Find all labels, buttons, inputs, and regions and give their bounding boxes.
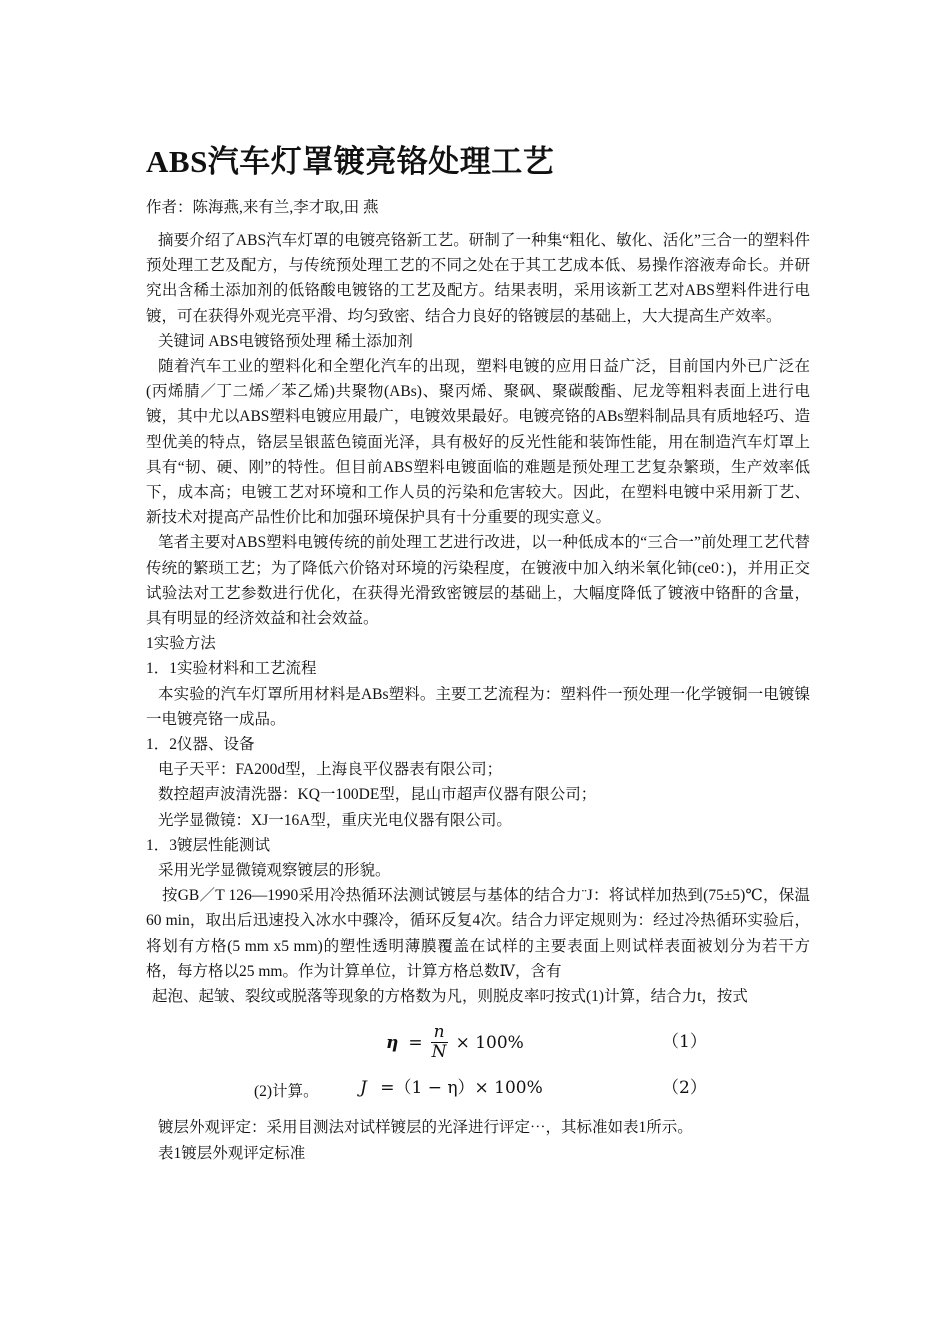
keywords-line: 关键词 ABS电镀铬预处理 稀土添加剂 <box>158 332 413 350</box>
formula-1-numerator: n <box>431 1023 448 1043</box>
section-heading-1-3: 1．3镀层性能测试 <box>146 836 271 854</box>
formula-1-fraction <box>431 1023 448 1062</box>
formula-1-rhs: × 100% <box>455 1032 524 1053</box>
formula-2-rhs: =（1 − η）× 100% <box>380 1078 543 1099</box>
equipment-item-3: 光学显微镜：XJ一16A型，重庆光电仪器有限公司。 <box>158 811 512 829</box>
formula-1 <box>386 1023 524 1062</box>
document-page <box>146 140 810 1166</box>
formula-2-number: （2） <box>662 1078 707 1099</box>
test-paragraph-3: 起泡、起皱、裂纹或脱落等现象的方格数为凡，则脱皮率叼按式(1)计算，结合力t，按式 <box>152 988 748 1006</box>
abstract-paragraph: 摘要介绍了ABS汽车灯罩的电镀亮铬新工艺。研制了一种集“粗化、敏化、活化”三合一的塑料件预处理工艺及配方，与传统预处理工艺的不同之处在于其工艺成本低、易操作溶液寿命长。并研究出含稀土添加剂的低铬酸电镀铬的工艺及配方。结果表明，采用该新工艺对ABS塑料件进行电镀，可在获得外观光亮平滑、均匀致密、结合力良好的铬镀层的基础上，大大提高生产效率。 <box>146 232 810 325</box>
equipment-item-2: 数控超声波清洗器：KQ一100DE型，昆山市超声仪器有限公司； <box>158 786 597 804</box>
appearance-paragraph: 镀层外观评定：采用目测法对试样镀层的光泽进行评定⋯，其标准如表1所示。 <box>158 1119 693 1137</box>
table-caption: 表1镀层外观评定标准 <box>158 1144 306 1162</box>
intro-paragraph-2: 笔者主要对ABS塑料电镀传统的前处理工艺进行改进，以一种低成本的“三合一”前处理工艺代替传统的繁琐工艺；为了降低六价铬对环境的污染程度，在镀液中加入纳米氧化铈(ce0：)，并用正交试验法对工艺参数进行优化，在获得光滑致密镀层的基础上，大幅度降低了镀液中铬酐的含量，具有明显的经济效益和社会效益。 <box>146 534 810 628</box>
test-paragraph-2: 按GB／T 126—1990采用冷热循环法测试镀层与基体的结合力¨J：将试样加热到(75±5)℃，保温60 min，取出后迅速投入冰水中骤冷，循环反复4次。结合力评定规则为：经过冷热循环实验后，将划有方格(5 mm x5 mm)的塑性透明薄膜覆盖在试样的主要表面上则试样表面被划分为若干方格，每方格以25 mm。作为计算单位，计算方格总数Ⅳ，含有 <box>146 887 810 980</box>
materials-paragraph: 本实验的汽车灯罩所用材料是ABs塑料。主要工艺流程为：塑料件一预处理一化学镀铜一电镀镍一电镀亮铬一成品。 <box>146 685 810 728</box>
intro-paragraph-1: 随着汽车工业的塑料化和全塑化汽车的出现，塑料电镀的应用日益广泛，目前国内外已广泛在(丙烯腈／丁二烯／苯乙烯)共聚物(ABs)、聚丙烯、聚砜、聚碳酸酯、尼龙等粗料表面上进行电镀，其中尤以ABS塑料电镀应用最广，电镀效果最好。电镀亮铬的ABs塑料制品具有质地轻巧、造型优美的特点，铬层呈银蓝色镜面光泽，具有极好的反光性能和装饰性能，用在制造汽车灯罩上具有“韧、硬、刚”的特性。但目前ABS塑料电镀面临的难题是预处理工艺复杂繁琐，生产效率低下，成本高；电镀工艺对环境和工作人员的污染和危害较大。因此，在塑料电镀中采用新丁艺、新技术对提高产品性价比和加强环境保护具有十分重要的现实意义。 <box>146 358 810 527</box>
article-title: ABS汽车灯罩镀亮铬处理工艺 <box>146 144 555 179</box>
formula-block <box>146 1017 810 1109</box>
formula-2 <box>360 1073 543 1098</box>
section-heading-1: 1实验方法 <box>146 635 216 653</box>
formula-1-number: （1） <box>662 1032 707 1053</box>
section-heading-1-1: 1．1实验材料和工艺流程 <box>146 660 317 678</box>
test-paragraph-1: 采用光学显微镜观察镀层的形貌。 <box>158 862 391 880</box>
calc-text: (2)计算。 <box>254 1083 319 1101</box>
formula-2-lhs: J <box>360 1078 367 1099</box>
equipment-item-1: 电子天平：FA200d型，上海良平仪器表有限公司； <box>158 761 503 779</box>
formula-1-lhs: η <box>386 1032 399 1053</box>
article-authors: 作者：陈海燕,来有兰,李才取,田 燕 <box>146 199 379 216</box>
formula-1-equals: = <box>408 1032 423 1053</box>
section-heading-1-2: 1．2仪器、设备 <box>146 736 255 754</box>
formula-1-denominator: N <box>431 1042 447 1063</box>
